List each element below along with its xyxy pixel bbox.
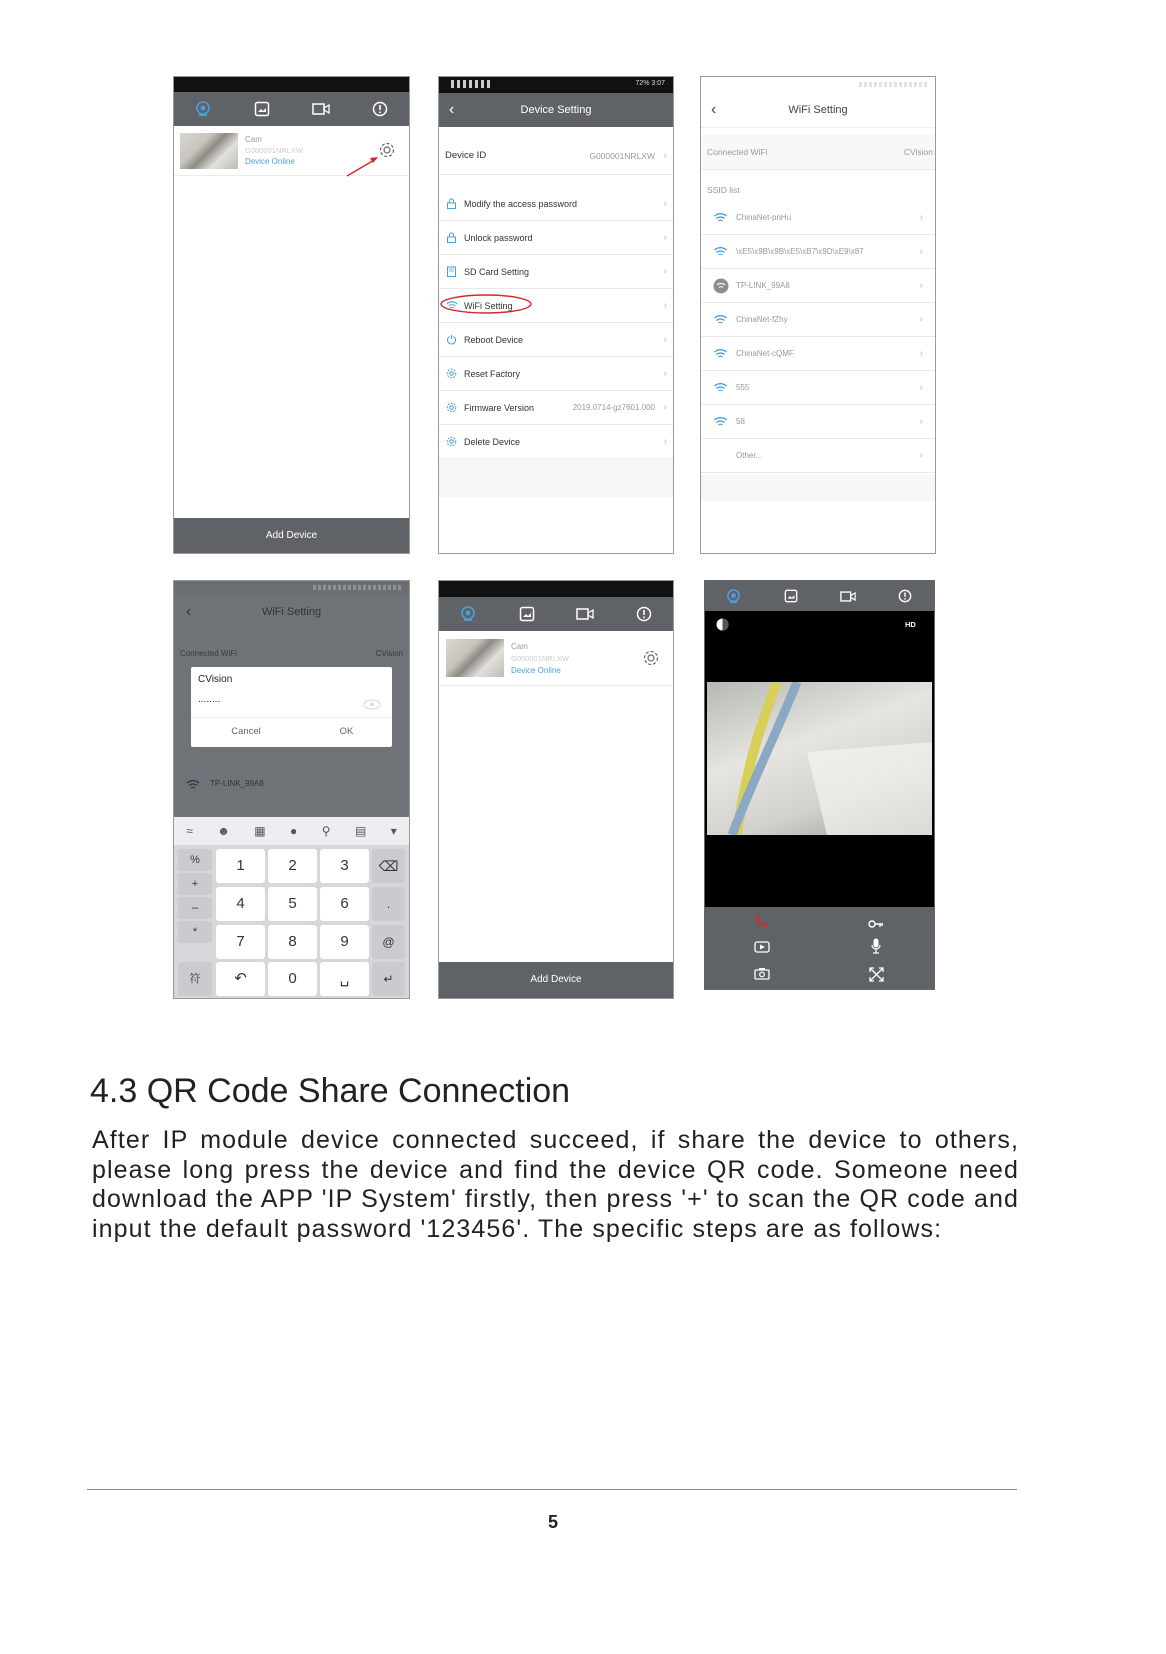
playback-icon[interactable] bbox=[754, 940, 770, 958]
dialog-divider bbox=[191, 717, 392, 718]
settings-item[interactable] bbox=[439, 255, 673, 289]
chevron-right-icon: › bbox=[919, 382, 923, 393]
tab-bar bbox=[174, 92, 409, 126]
keyboard-icon[interactable]: ▦ bbox=[254, 824, 266, 838]
image-icon[interactable] bbox=[780, 585, 802, 607]
chevron-right-icon: › bbox=[919, 212, 923, 223]
image-icon[interactable] bbox=[516, 603, 538, 625]
info-icon[interactable] bbox=[369, 98, 391, 120]
device-thumbnail bbox=[446, 639, 504, 677]
device-id: G000001NRLXW bbox=[245, 146, 303, 155]
symbol-key[interactable]: 符 bbox=[178, 962, 212, 996]
ssid-list-item[interactable] bbox=[701, 337, 935, 371]
ssid-list-item[interactable] bbox=[701, 405, 935, 439]
ssid-list-item[interactable] bbox=[701, 303, 935, 337]
settings-item-label: SD Card Setting bbox=[464, 266, 530, 277]
settings-item[interactable] bbox=[439, 221, 673, 255]
control-panel bbox=[705, 907, 934, 989]
device-name: Cam bbox=[245, 135, 262, 144]
background-network-row bbox=[174, 773, 409, 797]
ok-button[interactable]: OK bbox=[339, 726, 354, 737]
camera-icon[interactable] bbox=[192, 98, 214, 120]
chevron-right-icon: › bbox=[663, 198, 667, 209]
info-icon[interactable] bbox=[633, 603, 655, 625]
ssid-name: ChinaNet-cQMF bbox=[736, 349, 794, 358]
clipboard-icon[interactable]: ▤ bbox=[354, 824, 367, 838]
video-icon[interactable] bbox=[837, 585, 859, 607]
device-name: Cam bbox=[511, 642, 528, 651]
lock-icon bbox=[446, 232, 458, 243]
screenshot-wifi-setting bbox=[700, 76, 936, 554]
function-key[interactable]: . bbox=[372, 887, 405, 921]
digit-key-7[interactable]: 7 bbox=[216, 925, 265, 959]
camera-icon[interactable] bbox=[457, 603, 479, 625]
back-icon[interactable]: ‹ bbox=[186, 603, 192, 620]
nav-bar bbox=[174, 595, 409, 629]
device-status: Device Online bbox=[245, 157, 295, 166]
password-field[interactable]: ........ bbox=[198, 694, 221, 705]
mic-icon[interactable]: ● bbox=[290, 824, 298, 838]
screenshot-device-setting bbox=[438, 76, 674, 554]
chevron-right-icon: › bbox=[663, 334, 667, 345]
connected-wifi-value: CVision bbox=[375, 649, 403, 658]
screenshot-device-list bbox=[173, 76, 410, 554]
settings-item[interactable] bbox=[439, 323, 673, 357]
gear-icon[interactable] bbox=[642, 649, 660, 672]
ssid-list-item[interactable] bbox=[701, 371, 935, 405]
keyboard-toolbar bbox=[174, 817, 409, 845]
emoji-icon[interactable]: ☻ bbox=[217, 824, 230, 838]
status-icons bbox=[859, 82, 929, 87]
device-id: G000001NRLXW bbox=[511, 654, 569, 663]
footer-rule bbox=[87, 1489, 1017, 1490]
add-device-button[interactable]: Add Device bbox=[439, 962, 673, 998]
digit-key-4[interactable]: 4 bbox=[216, 887, 265, 921]
status-icons bbox=[313, 585, 403, 590]
settings-item-label: Reboot Device bbox=[464, 334, 524, 345]
symbol-key[interactable]: % bbox=[178, 849, 212, 871]
video-icon[interactable] bbox=[310, 98, 332, 120]
digit-key-6[interactable]: 6 bbox=[320, 887, 369, 921]
section-body: After IP module device connected succeed, if share the device to others, please long press the device and find the device QR code. Someone need download the APP 'IP System' firstly, then press '+' to scan the QR code and input the default password '123456'. The specific steps are as follows: bbox=[92, 1126, 1019, 1243]
digit-key-5[interactable]: 5 bbox=[268, 887, 317, 921]
settings-item[interactable] bbox=[439, 391, 673, 425]
key-icon[interactable] bbox=[868, 915, 884, 933]
chevron-right-icon: › bbox=[663, 436, 667, 447]
network-name: TP-LINK_99A8 bbox=[210, 779, 264, 788]
ssid-name: ChinaNet-pnHu bbox=[736, 213, 792, 222]
camera-icon[interactable] bbox=[723, 585, 745, 607]
chevron-right-icon: › bbox=[663, 368, 667, 379]
digit-key-8[interactable]: 8 bbox=[268, 925, 317, 959]
status-battery-time: 72% 3:07 bbox=[635, 80, 665, 87]
settings-item-label: Modify the access password bbox=[464, 198, 578, 209]
status-bar bbox=[701, 77, 935, 93]
digit-key-9[interactable]: 9 bbox=[320, 925, 369, 959]
chevron-right-icon: › bbox=[663, 300, 667, 311]
wifi-icon bbox=[713, 247, 731, 257]
nav-bar bbox=[439, 93, 673, 127]
status-bar bbox=[439, 581, 673, 597]
page-title: WiFi Setting bbox=[788, 104, 848, 116]
video-feed bbox=[707, 682, 932, 835]
gear-icon bbox=[446, 436, 458, 447]
snapshot-icon[interactable] bbox=[754, 967, 770, 985]
status-bar bbox=[439, 77, 673, 93]
chevron-right-icon: › bbox=[919, 246, 923, 257]
back-icon[interactable]: ‹ bbox=[711, 101, 717, 118]
device-thumbnail bbox=[180, 133, 238, 169]
cable-image bbox=[707, 682, 932, 835]
wifi-icon bbox=[713, 349, 731, 359]
section-heading: 4.3 QR Code Share Connection bbox=[90, 1072, 571, 1110]
chevron-right-icon: › bbox=[919, 348, 923, 359]
ssid-name: 58 bbox=[736, 417, 745, 426]
ssid-name: ChinaNet-fZhy bbox=[736, 315, 788, 324]
function-key[interactable]: ↵ bbox=[372, 962, 405, 996]
status-bar bbox=[174, 77, 409, 92]
ssid-list-item[interactable] bbox=[701, 269, 935, 303]
function-key[interactable]: ⌫ bbox=[372, 849, 405, 883]
device-status: Device Online bbox=[511, 666, 561, 675]
ssid-name: 555 bbox=[736, 383, 750, 392]
digit-key-0[interactable]: 0 bbox=[268, 962, 317, 996]
digit-key-3[interactable]: 3 bbox=[320, 849, 369, 883]
connected-wifi-row bbox=[701, 135, 935, 170]
chevron-right-icon: › bbox=[663, 232, 667, 243]
settings-item-label: Unlock password bbox=[464, 232, 533, 243]
fullscreen-icon[interactable] bbox=[869, 967, 884, 987]
screenshot-device-list-online bbox=[438, 580, 674, 999]
red-arrow-annotation bbox=[344, 155, 384, 179]
brightness-icon[interactable] bbox=[716, 618, 729, 636]
ssid-list-item[interactable] bbox=[701, 439, 935, 473]
wifi-icon bbox=[713, 383, 731, 393]
avatar-wifi-icon bbox=[713, 278, 731, 294]
chevron-right-icon: › bbox=[919, 450, 923, 461]
function-key[interactable]: @ bbox=[372, 925, 405, 959]
red-circle-annotation bbox=[439, 293, 535, 315]
status-bar bbox=[174, 581, 409, 595]
lock-icon bbox=[446, 198, 458, 209]
ssid-list-item[interactable] bbox=[701, 201, 935, 235]
wifi-icon bbox=[713, 213, 731, 223]
search-icon[interactable]: ⚲ bbox=[321, 824, 331, 838]
symbol-key[interactable]: – bbox=[178, 897, 212, 919]
ssid-name: TP-LINK_99A8 bbox=[736, 281, 790, 290]
undo-key[interactable]: ↶ bbox=[216, 962, 265, 996]
chevron-right-icon: › bbox=[663, 402, 667, 413]
symbol-key[interactable]: + bbox=[178, 873, 212, 895]
add-device-button[interactable]: Add Device bbox=[174, 518, 409, 553]
device-id-label: Device ID bbox=[445, 150, 487, 161]
list-spacer bbox=[439, 457, 673, 497]
chevron-right-icon: › bbox=[919, 416, 923, 427]
power-icon bbox=[446, 334, 458, 345]
dialog-ssid: CVision bbox=[198, 674, 233, 685]
space-key[interactable]: ␣ bbox=[320, 962, 369, 996]
ssid-list-label: SSID list bbox=[707, 185, 740, 195]
screenshot-wifi-password bbox=[173, 580, 410, 999]
page-title: Device Setting bbox=[520, 104, 592, 116]
back-icon[interactable]: ‹ bbox=[449, 101, 455, 118]
connected-wifi-value: CVision bbox=[903, 147, 933, 157]
page-title: WiFi Setting bbox=[261, 606, 322, 618]
device-id-row bbox=[439, 137, 673, 175]
sdcard-icon bbox=[446, 266, 458, 277]
digit-key-2[interactable]: 2 bbox=[268, 849, 317, 883]
settings-item-label: Reset Factory bbox=[464, 368, 521, 379]
chevron-right-icon: › bbox=[919, 314, 923, 325]
settings-item-label: WiFi Setting bbox=[464, 300, 513, 311]
eye-icon[interactable] bbox=[363, 697, 381, 715]
connected-wifi-label: Connected WiFi bbox=[180, 649, 237, 658]
chevron-right-icon: › bbox=[663, 266, 667, 277]
digit-key-1[interactable]: 1 bbox=[216, 849, 265, 883]
mic-icon[interactable] bbox=[871, 938, 881, 959]
info-icon[interactable] bbox=[894, 585, 916, 607]
video-icon[interactable] bbox=[574, 603, 596, 625]
wifi-icon bbox=[186, 777, 200, 795]
nav-bar bbox=[701, 93, 935, 128]
page-number: 5 bbox=[547, 1512, 558, 1532]
settings-item[interactable] bbox=[439, 425, 673, 459]
hangup-icon[interactable] bbox=[755, 913, 769, 932]
status-signal-icons bbox=[451, 80, 491, 88]
connected-wifi-label: Connected WiFi bbox=[707, 147, 768, 157]
device-id-value: G000001NRLXW bbox=[589, 150, 655, 161]
wifi-icon bbox=[713, 315, 731, 325]
wifi-icon bbox=[713, 417, 731, 427]
tab-bar bbox=[705, 581, 934, 611]
settings-item-label: Delete Device bbox=[464, 436, 521, 447]
ssid-list-item[interactable] bbox=[701, 235, 935, 269]
gear-icon bbox=[446, 402, 458, 413]
device-list-item[interactable] bbox=[439, 633, 673, 686]
tab-bar bbox=[439, 597, 673, 631]
ssid-name: Other... bbox=[736, 451, 763, 460]
list-spacer bbox=[701, 475, 935, 501]
hd-toggle[interactable]: HD bbox=[905, 620, 916, 629]
settings-item[interactable] bbox=[439, 187, 673, 221]
chevron-right-icon: › bbox=[919, 280, 923, 291]
wifi-password-dialog bbox=[191, 667, 392, 747]
symbol-key[interactable]: * bbox=[178, 921, 212, 943]
settings-item-value: 2019.0714-gz7601.000 bbox=[572, 403, 655, 412]
settings-item-label: Firmware Version bbox=[464, 402, 535, 413]
ssid-name: \xE5\x9B\x9B\xE5\xB7\x9D\xE9\x87 bbox=[736, 247, 864, 256]
image-icon[interactable] bbox=[251, 98, 273, 120]
swype-icon[interactable]: ≈ bbox=[186, 824, 193, 838]
cancel-button[interactable]: Cancel bbox=[231, 726, 261, 737]
chevron-down-icon[interactable]: ▾ bbox=[390, 824, 397, 838]
keyboard bbox=[174, 817, 409, 998]
chevron-right-icon: › bbox=[663, 150, 667, 161]
gear-icon bbox=[446, 368, 458, 379]
screenshot-live-view bbox=[704, 580, 935, 990]
settings-item[interactable] bbox=[439, 357, 673, 391]
